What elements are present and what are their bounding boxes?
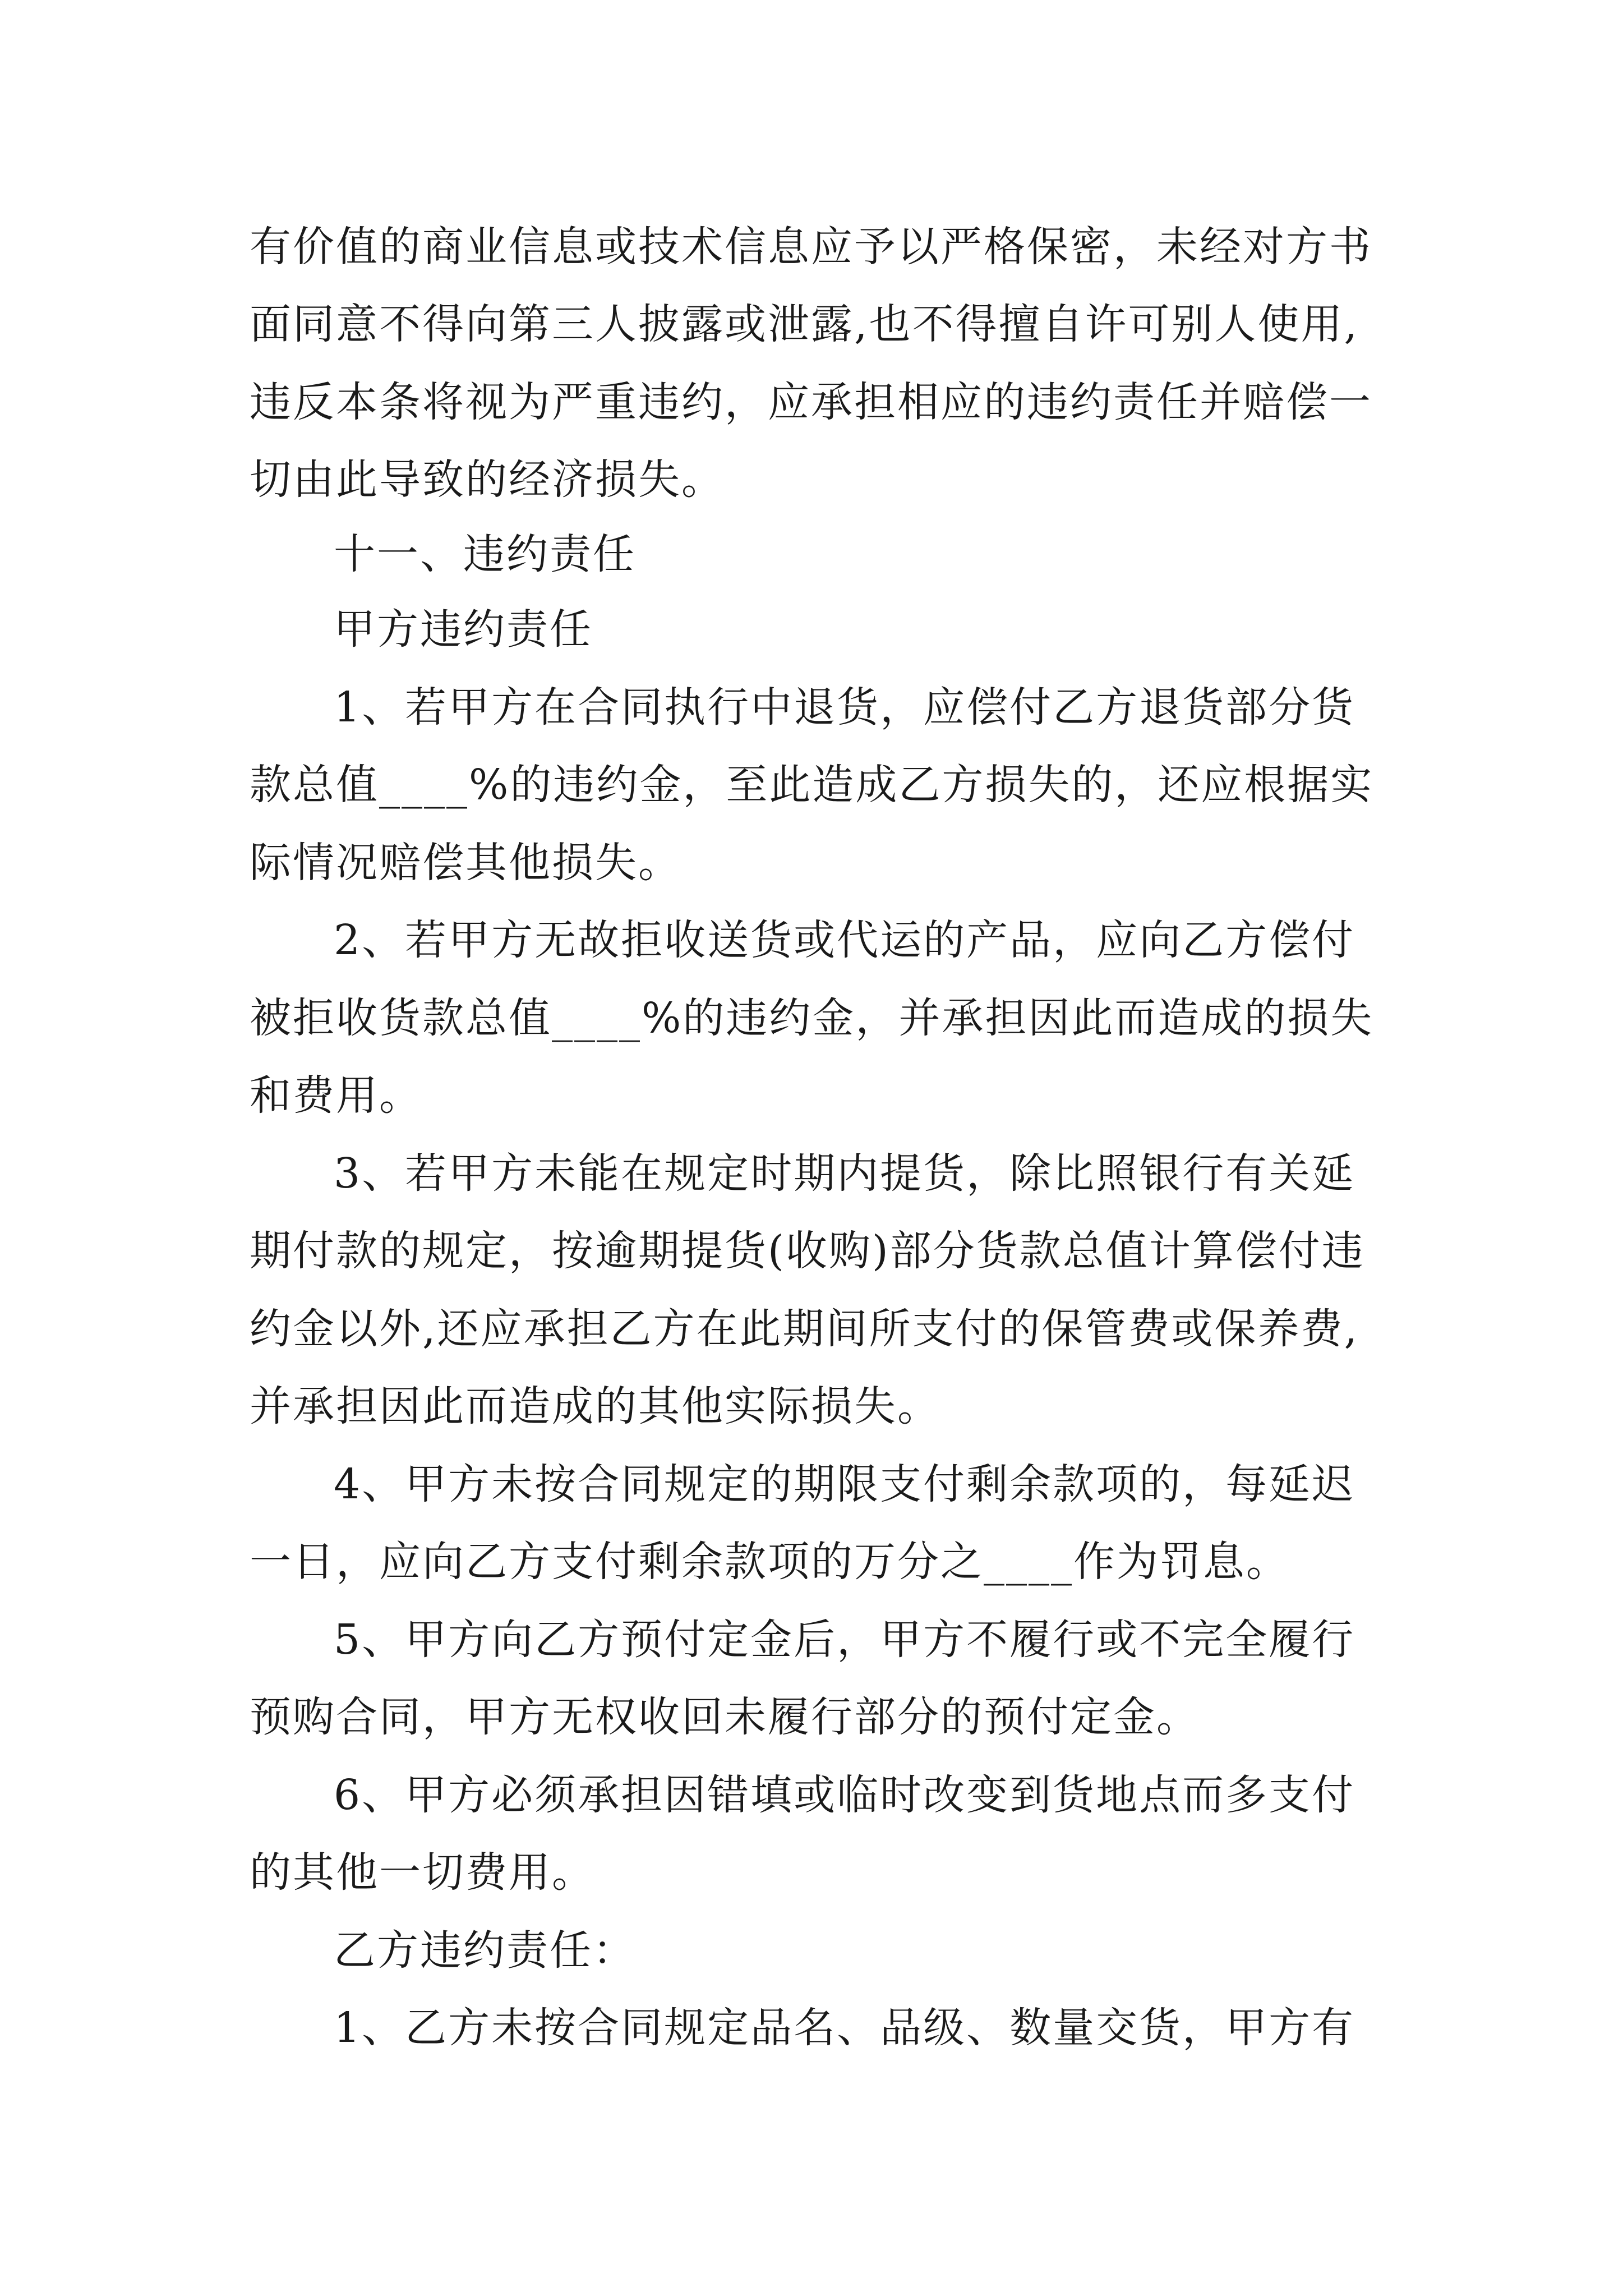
text-line: 并承担因此而造成的其他实际损失。 [250, 1382, 940, 1430]
text-line: 款总值____%的违约金，至此造成乙方损失的，还应根据实 [250, 761, 1374, 809]
text-line: 6、甲方必须承担因错填或临时改变到货地点而多支付 [334, 1771, 1355, 1819]
text-line: 约金以外,还应承担乙方在此期间所支付的保管费或保养费, [250, 1305, 1359, 1353]
text-line: 违反本条将视为严重违约，应承担相应的违约责任并赔偿一 [250, 378, 1372, 426]
text-line: 际情况赔偿其他损失。 [250, 839, 681, 887]
text-line: 3、若甲方未能在规定时期内提货，除比照银行有关延 [334, 1149, 1355, 1198]
text-line: 1、乙方未按合同规定品名、品级、数量交货，甲方有 [334, 2004, 1355, 2052]
section-heading: 十一、违约责任 [334, 530, 636, 578]
text-line: 切由此导致的经济损失。 [250, 455, 725, 504]
text-line: 的其他一切费用。 [250, 1848, 595, 1897]
text-line: 5、甲方向乙方预付定金后，甲方不履行或不完全履行 [334, 1616, 1355, 1664]
text-line: 和费用。 [250, 1071, 422, 1120]
text-line: 被拒收货款总值____%的违约金，并承担因此而造成的损失 [250, 994, 1374, 1042]
text-line: 2、若甲方无故拒收送货或代运的产品，应向乙方偿付 [334, 916, 1355, 964]
text-line: 一日，应向乙方支付剩余款项的万分之____作为罚息。 [250, 1538, 1289, 1586]
text-line: 4、甲方未按合同规定的期限支付剩余款项的，每延迟 [334, 1460, 1355, 1508]
text-line: 有价值的商业信息或技术信息应予以严格保密，未经对方书 [250, 223, 1372, 271]
text-line: 1、若甲方在合同执行中退货，应偿付乙方退货部分货 [334, 683, 1355, 731]
subsection-heading: 乙方违约责任： [334, 1926, 636, 1975]
subsection-heading: 甲方违约责任 [334, 605, 593, 654]
text-line: 面同意不得向第三人披露或泄露,也不得擅自许可别人使用, [250, 300, 1359, 348]
text-line: 预购合同，甲方无权收回未履行部分的预付定金。 [250, 1693, 1200, 1741]
text-line: 期付款的规定，按逾期提货(收购)部分货款总值计算偿付违 [250, 1227, 1365, 1275]
